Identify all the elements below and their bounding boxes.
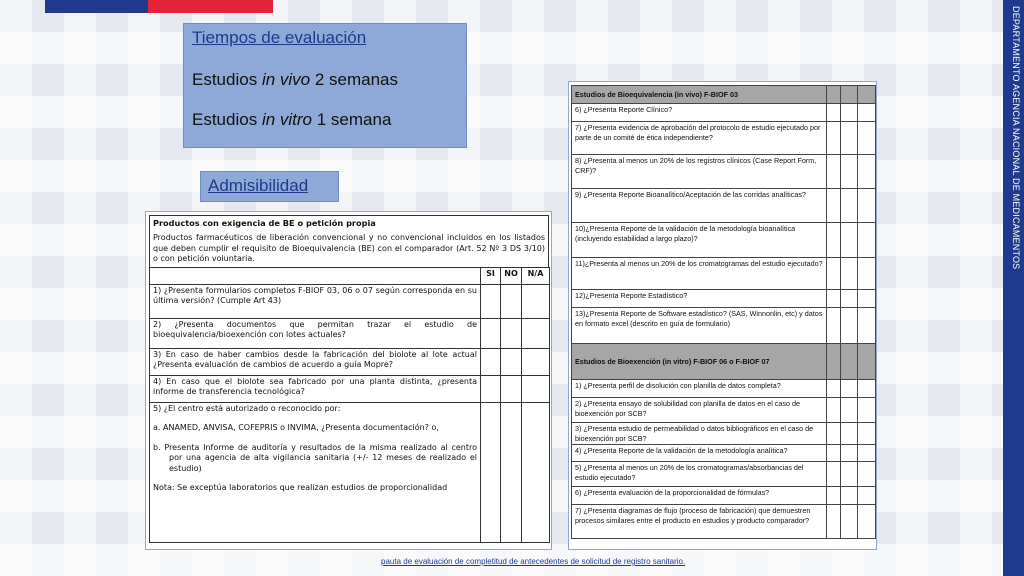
table-row bbox=[150, 375, 550, 402]
table-row bbox=[572, 445, 876, 462]
check-cell[interactable] bbox=[858, 505, 876, 539]
check-cell[interactable] bbox=[858, 462, 876, 487]
check-cell[interactable] bbox=[827, 505, 841, 539]
table-row bbox=[150, 318, 550, 348]
section-header-in-vitro bbox=[572, 344, 876, 380]
bioequivalence-checklist-form bbox=[568, 81, 877, 550]
check-cell[interactable] bbox=[858, 104, 876, 122]
in-vitro-item-6: 6) ¿Presenta evaluación de la proporcionalidad de fórmulas? bbox=[572, 487, 827, 505]
section-title-in-vivo: Estudios de Bioequivalencia (in vivo) F-BIOF 03 bbox=[572, 86, 827, 104]
check-cell[interactable] bbox=[827, 380, 841, 398]
check-cell[interactable] bbox=[481, 318, 501, 348]
check-cell[interactable] bbox=[841, 258, 858, 290]
form-description: Productos farmacéuticos de liberación convencional y no convencional incluidos en los listados que deben cumplir el requisito de Bioequivalencia (BE) con el comparador (Art. 52 Nº 3 DS 3/10) o con petición voluntaria. bbox=[153, 233, 545, 263]
check-cell[interactable] bbox=[841, 155, 858, 189]
check-cell[interactable] bbox=[841, 189, 858, 223]
check-cell[interactable] bbox=[841, 505, 858, 539]
question-5-text: 5) ¿El centro está autorizado o reconocido por: bbox=[153, 403, 341, 413]
flag-red-stripe bbox=[148, 0, 273, 13]
in-vitro-line: Estudios in vitro 1 semana bbox=[192, 110, 392, 129]
in-vitro-item-2: 2) ¿Presenta ensayo de solubilidad con planilla de datos en el caso de bioexención por SCB? bbox=[572, 398, 827, 423]
flag-blue-stripe bbox=[45, 0, 148, 13]
check-cell[interactable] bbox=[841, 398, 858, 423]
check-cell[interactable] bbox=[841, 223, 858, 258]
table-row bbox=[572, 505, 876, 539]
table-row bbox=[572, 290, 876, 308]
check-cell[interactable] bbox=[858, 122, 876, 155]
check-cell[interactable] bbox=[858, 290, 876, 308]
table-row bbox=[572, 380, 876, 398]
section-title-in-vitro: Estudios de Bioexención (in vitro) F-BIOF 06 o F-BIOF 07 bbox=[572, 344, 827, 380]
check-cell[interactable] bbox=[827, 223, 841, 258]
form-note: Nota: Se exceptúa laboratorios que realizan estudios de proporcionalidad bbox=[153, 483, 448, 492]
admissibility-box bbox=[200, 171, 339, 202]
in-vitro-item-4: 4) ¿Presenta Reporte de la validación de la metodología analítica? bbox=[572, 445, 827, 462]
table-row bbox=[572, 104, 876, 122]
checklist-table bbox=[149, 267, 550, 543]
check-cell[interactable] bbox=[501, 348, 522, 375]
check-cell[interactable] bbox=[827, 308, 841, 344]
caption-link[interactable]: pauta de evaluación de completitud de antecedentes de solicitud de registro sanitario. bbox=[381, 557, 686, 566]
check-cell[interactable] bbox=[827, 487, 841, 505]
check-cell[interactable] bbox=[858, 189, 876, 223]
check-cell[interactable] bbox=[481, 402, 501, 542]
check-cell[interactable] bbox=[858, 445, 876, 462]
in-vivo-item-6: 6) ¿Presenta Reporte Clínico? bbox=[572, 104, 827, 122]
check-cell[interactable] bbox=[841, 462, 858, 487]
check-cell[interactable] bbox=[522, 375, 550, 402]
question-5b-text: b. Presenta Informe de auditoría y resultados de la misma realizado al centro por una agencia de alta vigilancia sanitaria (+/- 12 meses de realizado el estudio) bbox=[153, 442, 477, 473]
check-cell[interactable] bbox=[522, 284, 550, 318]
check-cell[interactable] bbox=[841, 122, 858, 155]
table-row bbox=[572, 189, 876, 223]
check-cell[interactable] bbox=[501, 318, 522, 348]
check-cell[interactable] bbox=[827, 258, 841, 290]
table-row bbox=[572, 223, 876, 258]
check-cell[interactable] bbox=[841, 487, 858, 505]
in-vivo-item-10: 10)¿Presenta Reporte de la validación de la metodología bioanalítica (incluyendo estabilidad a largo plazo)? bbox=[572, 223, 827, 258]
in-vitro-item-3: 3) ¿Presenta estudio de permeabilidad o datos bibliográficos en el caso de bioexención por SCB? bbox=[572, 423, 827, 445]
table-row bbox=[572, 122, 876, 155]
bioequivalence-table bbox=[571, 85, 876, 539]
in-vivo-item-13: 13)¿Presenta Reporte de Software estadístico? (SAS, Winnonlin, etc) y datos en formato excel (descrito en guía de formulario) bbox=[572, 308, 827, 344]
check-cell[interactable] bbox=[858, 380, 876, 398]
check-cell[interactable] bbox=[841, 380, 858, 398]
check-cell[interactable] bbox=[522, 402, 550, 542]
question-4: 4) En caso que el biolote sea fabricado por una planta distinta, ¿presenta informe de transferencia tecnológica? bbox=[150, 375, 481, 402]
table-header-row bbox=[150, 267, 550, 284]
in-vivo-item-8: 8) ¿Presenta al menos un 20% de los registros clínicos (Case Report Form, CRF)? bbox=[572, 155, 827, 189]
check-cell[interactable] bbox=[501, 375, 522, 402]
check-cell[interactable] bbox=[827, 462, 841, 487]
question-1: 1) ¿Presenta formularios completos F-BIOF 03, 06 o 07 según corresponda en su última versión? (Cumple Art 43) bbox=[150, 284, 481, 318]
table-row bbox=[150, 402, 550, 542]
check-cell[interactable] bbox=[522, 348, 550, 375]
in-vivo-item-7: 7) ¿Presenta evidencia de aprobación del protocolo de estudio ejecutado por parte de un comité de ética independiente? bbox=[572, 122, 827, 155]
table-row bbox=[572, 155, 876, 189]
check-cell[interactable] bbox=[841, 445, 858, 462]
in-vitro-item-5: 5) ¿Presenta al menos un 20% de los cromatogramas/absorbancias del estudio ejecutado? bbox=[572, 462, 827, 487]
form-title: Productos con exigencia de BE o petición propia bbox=[153, 218, 376, 228]
check-cell[interactable] bbox=[827, 122, 841, 155]
check-cell[interactable] bbox=[841, 104, 858, 122]
check-cell[interactable] bbox=[858, 308, 876, 344]
table-row bbox=[572, 423, 876, 445]
evaluation-times-title[interactable]: Tiempos de evaluación bbox=[192, 28, 367, 47]
in-vivo-item-11: 11)¿Presenta al menos un 20% de los cromatogramas del estudio ejecutado? bbox=[572, 258, 827, 290]
check-cell[interactable] bbox=[858, 398, 876, 423]
table-row bbox=[572, 398, 876, 423]
check-cell[interactable] bbox=[827, 423, 841, 445]
in-vivo-item-12: 12)¿Presenta Reporte Estadístico? bbox=[572, 290, 827, 308]
table-row bbox=[150, 348, 550, 375]
col-no: NO bbox=[501, 267, 522, 284]
question-5a-text: a. ANAMED, ANVISA, COFEPRIS o INVIMA, ¿Presenta documentación? o, bbox=[153, 423, 439, 432]
question-2: 2) ¿Presenta documentos que permitan trazar el estudio de bioequivalencia/bioexención con lotes actuales? bbox=[150, 318, 481, 348]
in-vivo-item-9: 9) ¿Presenta Reporte Bioanalítico/Aceptación de las corridas analíticas? bbox=[572, 189, 827, 223]
section-header-in-vivo bbox=[572, 86, 876, 104]
check-cell[interactable] bbox=[858, 258, 876, 290]
check-cell[interactable] bbox=[481, 284, 501, 318]
check-cell[interactable] bbox=[481, 348, 501, 375]
admissibility-title[interactable]: Admisibilidad bbox=[208, 176, 309, 195]
check-cell[interactable] bbox=[858, 223, 876, 258]
evaluation-times-box bbox=[183, 23, 467, 148]
table-row bbox=[150, 284, 550, 318]
side-banner bbox=[1003, 0, 1024, 576]
check-cell[interactable] bbox=[827, 398, 841, 423]
check-cell[interactable] bbox=[522, 318, 550, 348]
check-cell[interactable] bbox=[501, 284, 522, 318]
check-cell[interactable] bbox=[858, 487, 876, 505]
question-5 bbox=[150, 402, 481, 542]
side-banner-text: DEPARTAMENTO AGENCIA NACIONAL DE MEDICAMENTOS bbox=[1011, 6, 1021, 270]
check-cell[interactable] bbox=[858, 423, 876, 445]
in-vivo-line: Estudios in vivo 2 semanas bbox=[192, 70, 399, 89]
check-cell[interactable] bbox=[827, 189, 841, 223]
table-row bbox=[572, 308, 876, 344]
check-cell[interactable] bbox=[481, 375, 501, 402]
check-cell[interactable] bbox=[827, 290, 841, 308]
table-row bbox=[572, 258, 876, 290]
check-cell[interactable] bbox=[827, 155, 841, 189]
check-cell[interactable] bbox=[501, 402, 522, 542]
check-cell[interactable] bbox=[841, 290, 858, 308]
in-vitro-item-1: 1) ¿Presenta perfil de disolución con planilla de datos completa? bbox=[572, 380, 827, 398]
col-si: SI bbox=[481, 267, 501, 284]
table-row bbox=[572, 487, 876, 505]
check-cell[interactable] bbox=[827, 445, 841, 462]
check-cell[interactable] bbox=[858, 155, 876, 189]
admissibility-checklist-form bbox=[145, 211, 552, 550]
check-cell[interactable] bbox=[827, 104, 841, 122]
check-cell[interactable] bbox=[841, 423, 858, 445]
in-vitro-item-7: 7) ¿Presenta diagramas de flujo (proceso de fabricación) que demuestren procesos similares entre el producto en estudios y producto comparador? bbox=[572, 505, 827, 539]
question-3: 3) En caso de haber cambios desde la fabricación del biolote al lote actual ¿Presenta evaluación de cambios de acuerdo a guía Mopre? bbox=[150, 348, 481, 375]
table-row bbox=[572, 462, 876, 487]
check-cell[interactable] bbox=[841, 308, 858, 344]
col-na: N/A bbox=[522, 267, 550, 284]
form-header bbox=[149, 215, 549, 267]
